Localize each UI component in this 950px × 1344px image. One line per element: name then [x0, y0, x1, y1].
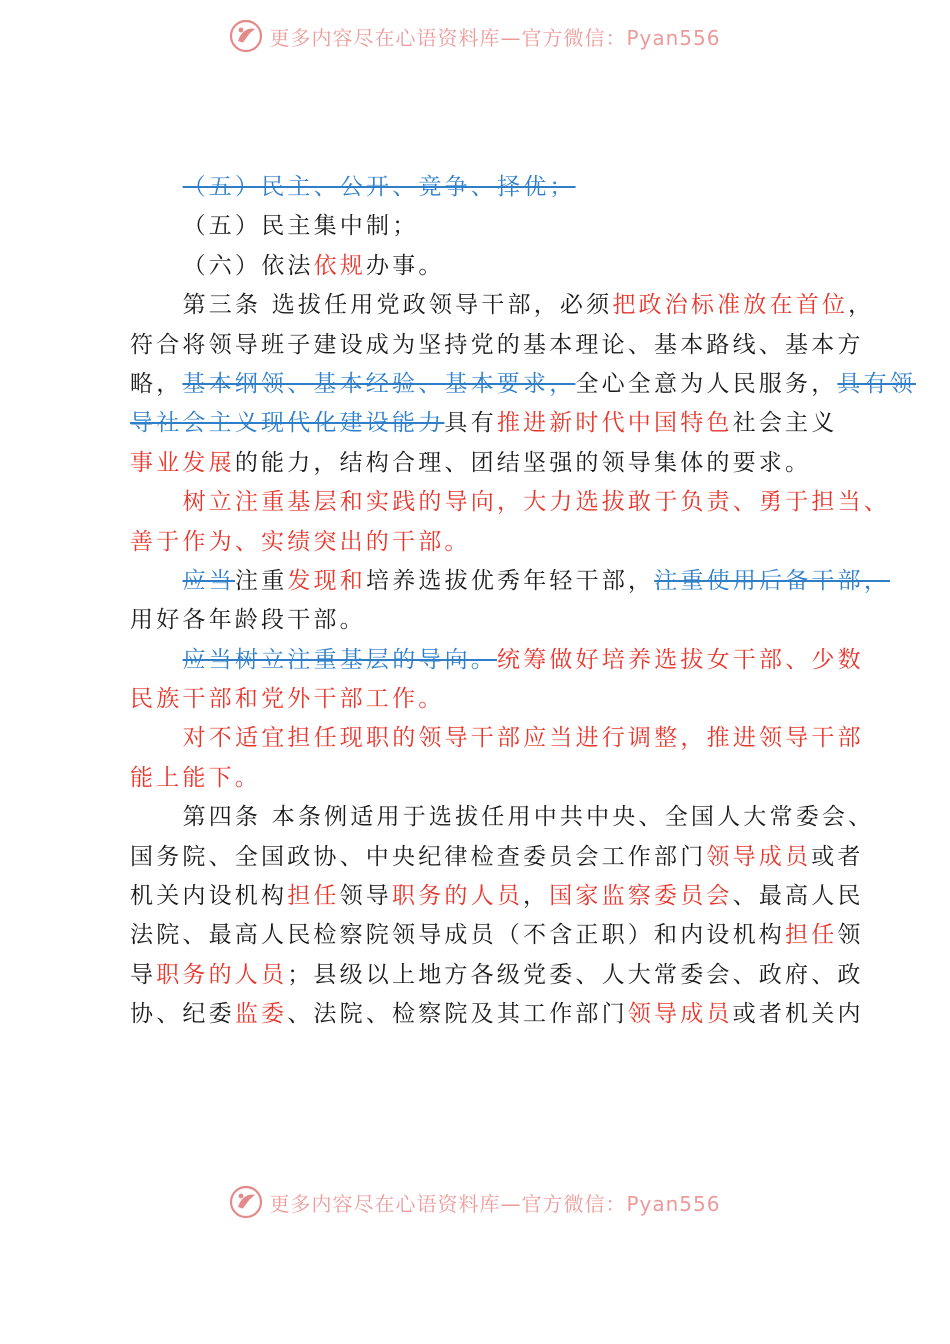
inserted-text: 担任: [287, 883, 340, 910]
inserted-text: 担任: [785, 922, 838, 949]
deleted-text: 基本纲领、基本经验、基本要求，: [182, 370, 576, 397]
text-line: [0, 286, 950, 325]
body-text: （五）民主集中制；: [182, 213, 419, 240]
body-text: 办事。: [366, 252, 445, 279]
text-line: [0, 719, 950, 758]
body-text: 协、纪委: [130, 1001, 235, 1028]
document-body: [0, 168, 950, 1035]
body-text: ；县级以上地方各级党委、人大常委会、政府、政: [287, 961, 864, 988]
body-text: 或者机关内: [732, 1001, 864, 1028]
body-text: 第四条 本条例适用于选拔任用中共中央、全国人大常委会、: [182, 804, 875, 831]
text-line: [0, 759, 950, 798]
body-text: 符合将领导班子建设成为坚持党的基本理论、基本路线、基本方: [130, 331, 864, 358]
text-line: [0, 995, 950, 1034]
inserted-text: 能上能下。: [130, 764, 261, 791]
text-line: [0, 956, 950, 995]
inserted-text: 发现和: [287, 567, 367, 594]
body-text: 领: [837, 922, 864, 949]
inserted-text: 事业发展: [130, 449, 235, 476]
text-line: [0, 483, 950, 522]
body-text: 国务院、全国政协、中央纪律检查委员会工作部门: [130, 843, 707, 870]
text-line: [0, 798, 950, 837]
logo-icon: [229, 1185, 263, 1219]
watermark-header: [0, 14, 950, 58]
text-line: [0, 680, 950, 719]
inserted-text: 职务的人员: [392, 883, 524, 910]
inserted-text: 民族干部和党外干部工作。: [130, 686, 445, 713]
body-text: 导: [130, 961, 157, 988]
watermark-text: 更多内容尽在心语资料库—官方微信：Pyan556: [269, 1191, 721, 1216]
body-text: ，: [848, 292, 875, 319]
body-text: 用好各年龄段干部。: [130, 607, 366, 634]
body-text: 或者: [811, 843, 864, 870]
deleted-text: 应当树立注重基层的导向。: [182, 646, 497, 673]
body-text: 法院、最高人民检察院领导成员（不含正职）和内设机构: [130, 922, 785, 949]
text-line: [0, 916, 950, 955]
text-line: [0, 838, 950, 877]
body-text: 第三条 选拔任用党政领导干部，必须: [182, 292, 613, 319]
deleted-text: 应当: [182, 567, 235, 594]
text-line: [0, 601, 950, 640]
inserted-text: 领导成员: [706, 843, 812, 870]
text-line: [0, 168, 950, 207]
body-text: 略，: [130, 370, 183, 397]
deleted-text: 具有领: [837, 370, 917, 397]
text-line: [0, 444, 950, 483]
text-line: [0, 523, 950, 562]
text-line: [0, 247, 950, 286]
body-text: 领导: [339, 883, 393, 910]
inserted-text: 善于作为、实绩突出的干部。: [130, 528, 471, 555]
deleted-text: （五）民主、公开、竞争、择优；: [182, 174, 576, 200]
inserted-text: 推进新时代中国特色: [496, 410, 733, 437]
body-text: 具有: [444, 410, 497, 437]
watermark-text: 更多内容尽在心语资料库—官方微信：Pyan556: [269, 25, 721, 50]
body-text: 、最高人民: [732, 883, 864, 910]
body-text: 、法院、检察院及其工作部门: [287, 1001, 628, 1028]
text-line: [0, 326, 950, 365]
body-text: 培养选拔优秀年轻干部，: [366, 567, 655, 594]
inserted-text: 领导成员: [627, 1001, 733, 1028]
body-text: 的能力，结构合理、团结坚强的领导集体的要求。: [234, 449, 812, 476]
text-line: [0, 877, 950, 916]
body-text: 机关内设机构: [130, 883, 288, 910]
inserted-text: 国家监察委员会: [549, 883, 733, 910]
inserted-text: 树立注重基层和实践的导向，大力选拔敢于负责、勇于担当、: [182, 489, 890, 516]
text-line: [0, 404, 950, 443]
body-text: （六）依法: [182, 252, 314, 279]
inserted-text: 职务的人员: [156, 961, 288, 988]
inserted-text: 依规: [313, 252, 366, 279]
inserted-text: 把政治标准放在首位: [612, 292, 849, 319]
text-line: [0, 365, 950, 404]
deleted-text: 注重使用后备干部，: [654, 567, 891, 594]
deleted-text: 导社会主义现代化建设能力: [130, 410, 445, 437]
text-line: [0, 207, 950, 246]
body-text: 社会主义: [732, 410, 838, 437]
text-line: [0, 562, 950, 601]
body-text: 全心全意为人民服务，: [575, 370, 838, 397]
body-text: ，: [523, 883, 550, 910]
inserted-text: 对不适宜担任现职的领导干部应当进行调整，推进领导干部: [182, 725, 864, 752]
inserted-text: 统筹做好培养选拔女干部、少数: [497, 646, 864, 673]
watermark-footer: [0, 1180, 950, 1224]
body-text: 注重: [235, 567, 288, 594]
text-line: [0, 641, 950, 680]
logo-icon: [229, 19, 263, 53]
inserted-text: 监委: [234, 1001, 288, 1028]
